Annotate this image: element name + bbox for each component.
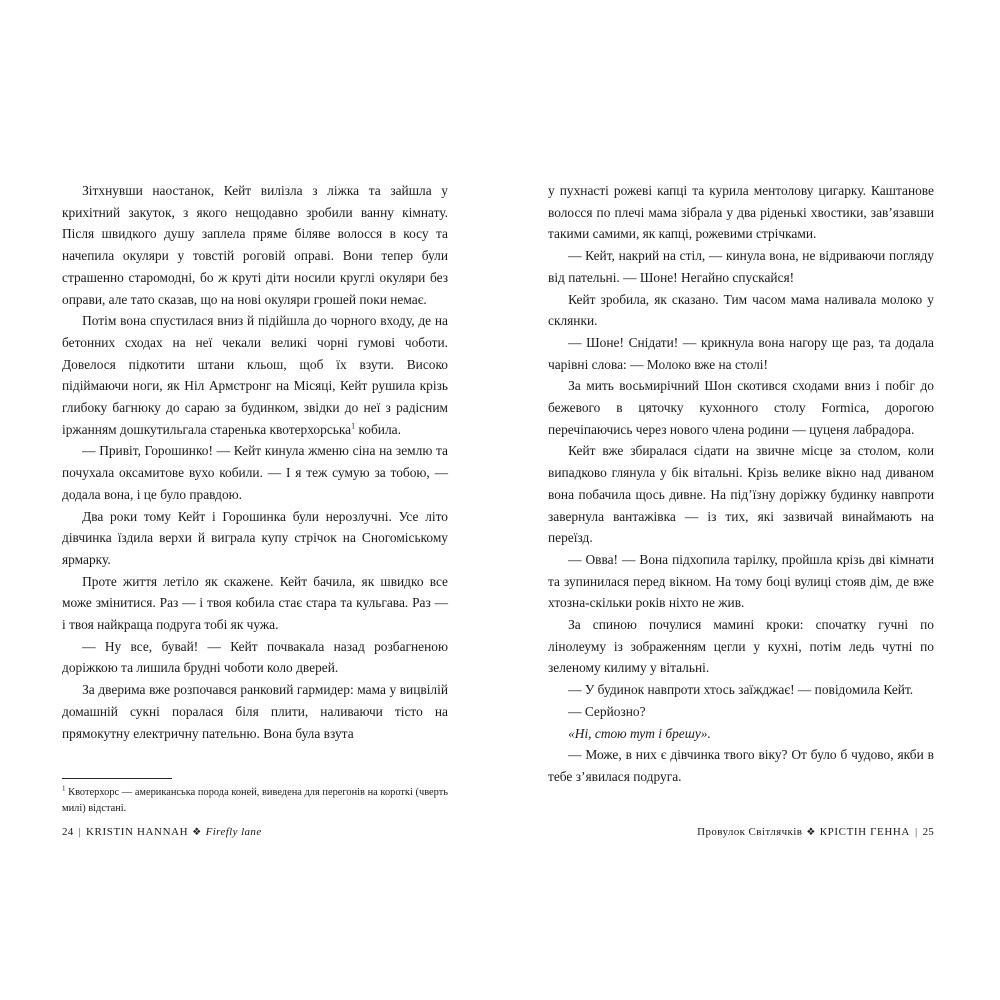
paragraph: Зітхнувши наостанок, Кейт вилізла з ліжка та зайшла у крихітний закуток, з якого нещодавно зробили ванну кімнату. Після швидкого душу заплела пряме біляве волосся в косу та начепила окуляри у товстій роговій оправі. Вони тепер були страшенно старомодні, бо ж круті діти носили круглі окуляри без оправи, але тато сказав, що на нові окуляри грошей поки немає.	[62, 183, 448, 307]
paragraph: За спиною почулися мамині кроки: спочатку гучні по лінолеуму із зображенням цегли у кухні, потім ледь чутні по зеленому килиму у вітальні.	[548, 617, 934, 676]
paragraph: Кейт вже збиралася сідати на звичне місце за столом, коли випадково глянула у бік вітальні. Крізь велике вікно над диваном вона побачила щось дивне. На під’їзну доріжку будинку навпроти завернула вантажівка — із тих, які зазвичай винаймають на переїзд.	[548, 443, 934, 546]
left-page-runner	[62, 826, 262, 838]
right-page-runner	[548, 826, 934, 838]
footnote-rule	[62, 778, 172, 779]
footnote-marker: 1	[62, 784, 66, 793]
paragraph: — Овва! — Вона підхопила тарілку, пройшла крізь дві кімнати та зупинилася перед вікном. На тому боці вулиці стояв дім, де вже хтозна-скільки років ніхто не жив.	[548, 551, 934, 611]
paragraph: — Ну все, бувай! — Кейт почвакала назад розбагненою доріжкою та лишила брудні чоботи коло дверей.	[62, 638, 448, 676]
runner-title: Firefly lane	[205, 826, 262, 838]
paragraph: — Може, в них є дівчинка твого віку? От було б чудово, якби в тебе з’явилася подруга.	[548, 747, 934, 784]
paragraph: — Серйозно?	[568, 703, 646, 719]
runner-separator: |	[78, 826, 82, 838]
left-page-folio: 24	[62, 826, 74, 838]
paragraph: За дверима вже розпочався ранковий гармидер: мама у вицвілій домашній сукні поралася біля плити, наливаючи тісто на прямокутну електричну пательню. Вона була взута	[62, 682, 448, 741]
paragraph: Проте життя летіло як скажене. Кейт бачила, як швидко все може змінитися. Раз — і твоя кобила стає стара та кульгава. Раз — і твоя найкраща подруга тобі як чужа.	[62, 573, 448, 633]
right-page-body	[548, 180, 934, 788]
paragraph: — У будинок навпроти хтось заїжджає! — повідомила Кейт.	[568, 682, 914, 698]
runner-author: КРІСТІН ГЕННА	[819, 826, 910, 838]
paragraph: Кейт зробила, як сказано. Тим часом мама наливала молоко у склянки.	[548, 291, 934, 329]
footnote-block	[62, 778, 448, 816]
runner-title: Провулок Світлячків	[697, 826, 803, 838]
footnote-text	[62, 785, 448, 816]
paragraph: За мить восьмирічний Шон скотився сходами вниз і побіг до бежевого в цяточку кухонного столу Formica, дорогою перечіпаючись через нового члена родини — цуценя лабрадора.	[548, 378, 934, 437]
paragraph: Потім вона спустилася вниз й підійшла до чорного входу, де на бетонних сходах на неї чекали великі чорні гумові чоботи. Довелося підкотити штани кльош, щоб їх взути. Високо підіймаючи ноги, як Ніл Армстронг на Місяці, Кейт рушила крізь глибоку багнюку до сараю за будинком, звідки до неї з радісним іржанням дошкутильгала старенька квотерхорська$^1$ кобила.	[62, 313, 448, 437]
left-page-body	[62, 180, 448, 744]
ornament-icon: ❖	[192, 827, 202, 838]
runner-separator: |	[914, 826, 918, 838]
footnote-body: Квотерхорс — американська порода коней, виведена для перегонів на короткі (чверть милі) відстані.	[62, 787, 448, 814]
paragraph: Два роки тому Кейт і Горошинка були нерозлучні. Усе літо дівчинка їздила верхи й виграла купу стрічок на Сногоміському ярмарку.	[62, 508, 448, 567]
right-page	[548, 180, 934, 788]
left-page	[62, 180, 448, 744]
right-page-folio: 25	[922, 826, 934, 838]
runner-author: KRISTIN HANNAH	[86, 826, 189, 838]
paragraph: у пухнасті рожеві капці та курила ментолову цигарку. Каштанове волосся по плечі мама зібрала у два ріденькі хвостики, зав’язавши такими самими, як капці, рожевими стрічками.	[548, 183, 934, 242]
ornament-icon: ❖	[806, 827, 816, 838]
paragraph: — Кейт, накрий на стіл, — кинула вона, не відриваючи погляду від пательні. — Шоне! Негайно спускайся!	[548, 248, 934, 285]
paragraph: — Привіт, Горошинко! — Кейт кинула жменю сіна на землю та почухала оксамитове вухо кобили. — І я теж сумую за тобою, — додала вона, і це було правдою.	[62, 443, 448, 502]
paragraph: — Шоне! Снідати! — крикнула вона нагору ще раз, та додала чарівні слова: — Молоко вже на столі!	[548, 334, 934, 372]
paragraph-italic: «Ні, стою тут і брешу».	[568, 725, 711, 741]
